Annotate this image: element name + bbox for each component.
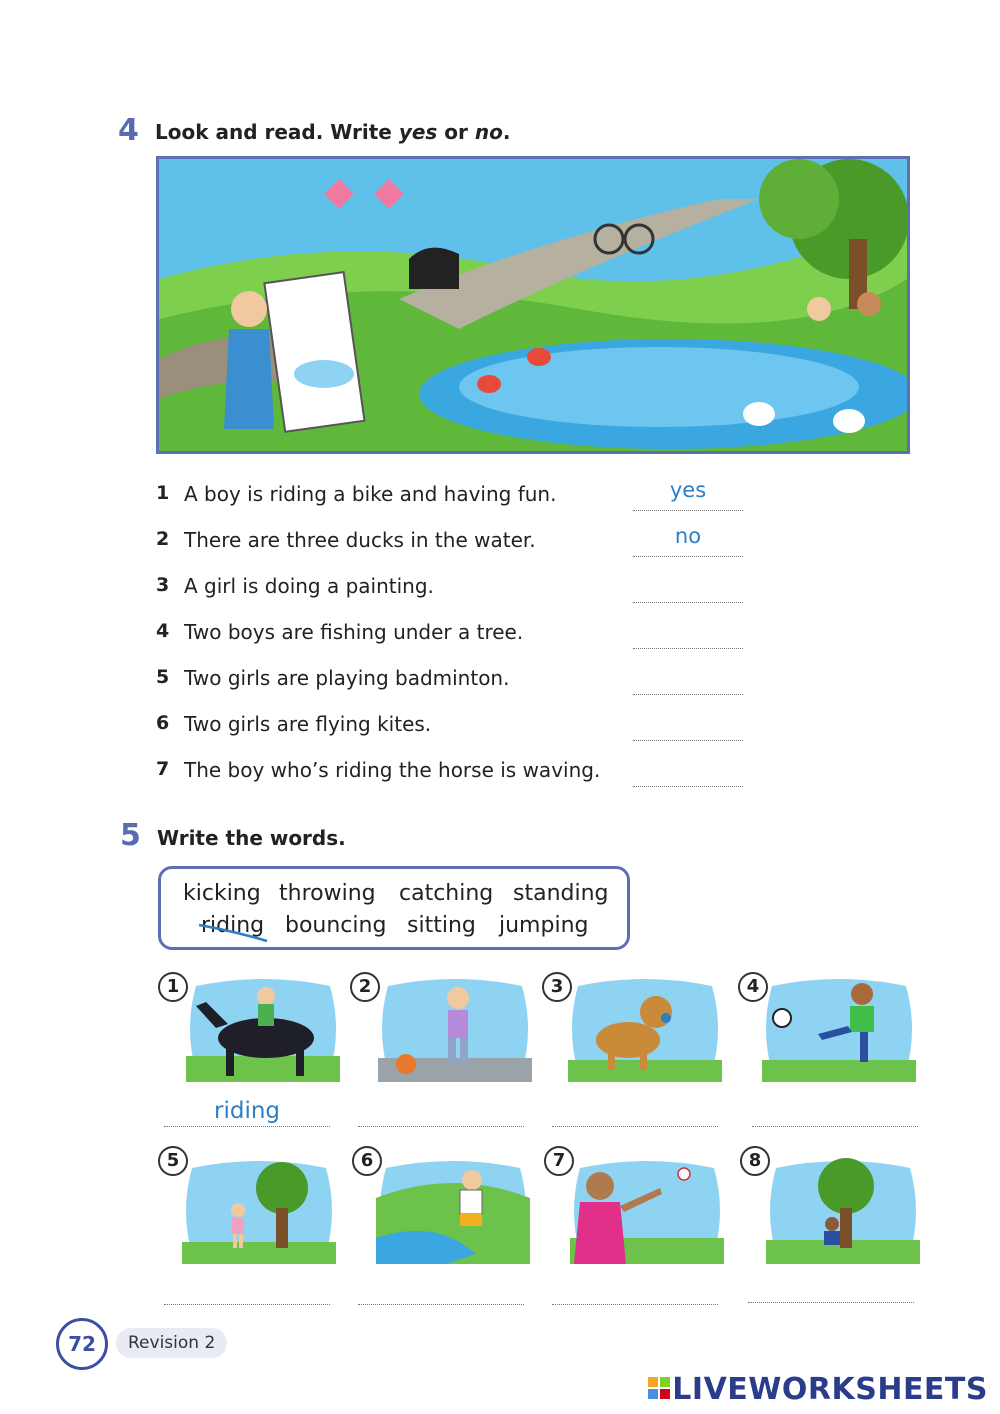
question-row — [156, 524, 916, 558]
horse-rider-icon — [186, 976, 340, 1082]
title-or: or — [437, 120, 475, 144]
item-number-badge: 4 — [738, 972, 768, 1002]
question-text: Two girls are flying kites. — [184, 712, 432, 736]
word-answer-field[interactable] — [358, 1092, 524, 1127]
word-answer-field[interactable] — [752, 1092, 918, 1127]
boy-sitting-under-tree-icon — [766, 1158, 920, 1264]
question-number: 6 — [156, 712, 170, 734]
item-number-badge: 2 — [350, 972, 380, 1002]
question-row — [156, 570, 916, 604]
word-answer-field[interactable] — [552, 1092, 718, 1127]
word-answer-text: riding — [214, 1098, 281, 1124]
park-scene-icon — [159, 159, 907, 451]
question-text: A boy is riding a bike and having fun. — [184, 482, 557, 506]
answer-field[interactable] — [633, 754, 743, 787]
girl-throwing-ball-icon — [570, 1158, 724, 1264]
question-number: 7 — [156, 758, 170, 780]
girl-bouncing-ball-icon — [378, 976, 532, 1082]
section-label: Revision 2 — [116, 1328, 227, 1358]
question-text: The boy who’s riding the horse is waving. — [184, 758, 601, 782]
item-number-badge: 5 — [158, 1146, 188, 1176]
item-number-badge: 7 — [544, 1146, 574, 1176]
title-end: . — [502, 120, 511, 144]
exercise-5-title: Write the words. — [157, 826, 346, 850]
boy-jumping-stream-icon — [376, 1158, 530, 1264]
question-row — [156, 478, 916, 512]
park-scene-illustration — [156, 156, 910, 454]
question-row — [156, 754, 916, 788]
answer-field[interactable] — [633, 662, 743, 695]
exercise-4-number: 4 — [118, 113, 139, 148]
title-yes: yes — [398, 120, 438, 144]
answer-field[interactable] — [633, 570, 743, 603]
boy-kicking-ball-icon — [762, 976, 916, 1082]
item-number-badge: 6 — [352, 1146, 382, 1176]
question-text: A girl is doing a painting. — [184, 574, 434, 598]
item-number-badge: 1 — [158, 972, 188, 1002]
word: catching — [399, 881, 494, 906]
word: standing — [513, 881, 609, 906]
question-text: Two girls are playing badminton. — [184, 666, 510, 690]
strike-through-icon — [197, 921, 271, 945]
exercise-4-title — [155, 120, 510, 144]
question-text: There are three ducks in the water. — [184, 528, 536, 552]
girl-standing-by-tree-icon — [182, 1158, 336, 1264]
title-no: no — [474, 120, 503, 144]
question-number: 1 — [156, 482, 170, 504]
title-text: Look and read. Write — [155, 120, 399, 144]
word-answer-field[interactable] — [358, 1270, 524, 1305]
word: bouncing — [285, 913, 387, 938]
item-number-badge: 3 — [542, 972, 572, 1002]
word: kicking — [183, 881, 261, 906]
word: throwing — [279, 881, 376, 906]
word-answer-field[interactable] — [164, 1270, 330, 1305]
question-text: Two boys are fishing under a tree. — [184, 620, 524, 644]
liveworksheets-logo[interactable] — [648, 1372, 988, 1407]
question-number: 5 — [156, 666, 170, 688]
logo-text: LIVEWORKSHEETS — [672, 1372, 988, 1407]
answer-text: yes — [669, 478, 707, 502]
item-number-badge: 8 — [740, 1146, 770, 1176]
word: sitting — [407, 913, 476, 938]
word-box — [158, 866, 630, 950]
question-row — [156, 616, 916, 650]
word-crossed-out: riding — [201, 913, 265, 938]
answer-text: no — [674, 524, 702, 548]
logo-blocks-icon — [648, 1374, 670, 1400]
answer-field[interactable] — [633, 708, 743, 741]
question-number: 3 — [156, 574, 170, 596]
question-row — [156, 708, 916, 742]
question-row — [156, 662, 916, 696]
word: jumping — [499, 913, 589, 938]
word-answer-field[interactable] — [552, 1270, 718, 1305]
question-number: 4 — [156, 620, 170, 642]
dog-catching-ball-icon — [568, 976, 722, 1082]
page-number: 72 — [56, 1318, 108, 1370]
exercise-5-number: 5 — [120, 818, 141, 853]
question-number: 2 — [156, 528, 170, 550]
word-answer-field[interactable] — [748, 1268, 914, 1303]
answer-field[interactable] — [633, 616, 743, 649]
